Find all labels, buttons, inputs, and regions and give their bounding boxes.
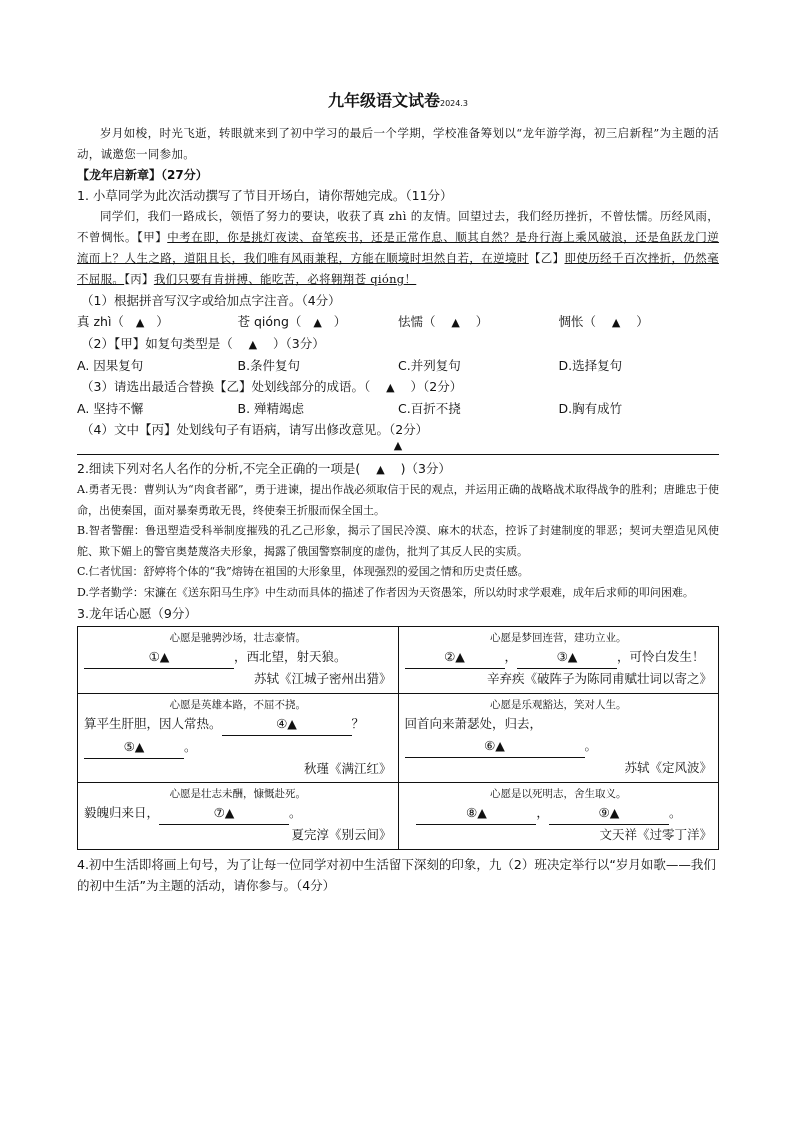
verse-text: ，可怜白发生！ (617, 649, 705, 664)
passage-part-underlined: 即使历经千百次挫折，仍然毫不屈服。 (77, 251, 719, 286)
blank-6[interactable]: ⑥▲ (405, 735, 585, 758)
item-text: 2.细读下列对名人名作的分析,不完全正确的一项是( (77, 461, 361, 476)
option-b[interactable]: B. 殚精竭虑 (237, 401, 305, 416)
exam-date: 2024.3 (440, 99, 468, 108)
cell-intro: 心愿是梦回连营，建功立业。 (490, 632, 627, 644)
option-d[interactable]: D.胸有成竹 (558, 401, 623, 416)
poem-source: 夏完淳《别云间》 (291, 827, 392, 842)
title-text: 九年级语文试卷 (327, 91, 440, 110)
option-a[interactable]: A. 因果复句 (77, 358, 144, 373)
verse-text: ？ (351, 716, 365, 731)
answer-marker: ▲ (393, 439, 403, 452)
poem-cell (78, 627, 399, 694)
section-heading: 【龙年启新章】（27分） (77, 168, 208, 182)
verse-text: 。 (668, 805, 682, 820)
marker-bing: 【丙】 (124, 272, 154, 286)
item-text: 怯懦（ (398, 314, 436, 329)
item-text: （2）【甲】如复句类型是（ (81, 336, 233, 351)
item-text: ） (636, 314, 649, 329)
poem-source: 文天祥《过零丁洋》 (599, 827, 712, 842)
question-2-option-a[interactable]: A.勇者无畏：曹刿认为“肉食者鄙”，勇于进谏，提出作战必须取信于民的观点，并运用正确的战略战术取得战争的胜利；唐雎忠于使命，出使秦国，面对暴秦勇敢无畏，终使秦王折服而保全国土。 (77, 483, 719, 517)
poem-cell (398, 694, 719, 783)
item-text: 真 zhì（ (77, 314, 124, 329)
verse-text: 回首向来萧瑟处，归去， (404, 716, 543, 731)
poem-source: 辛弃疾《破阵子为陈同甫赋壮词以寄之》 (486, 671, 712, 686)
item-text: （3）请选出最适合替换【乙】处划线部分的成语。（ (81, 379, 371, 394)
poem-cell (398, 783, 719, 850)
poem-cell: 心愿是梦回连营，建功立业。 ②▲ ， ③▲ ，可怜白发生！ 辛弃疾《破阵子为陈同甫赋壮词以寄之》 (398, 627, 719, 694)
option-a[interactable]: A. 坚持不懈 (77, 401, 144, 416)
blank-8[interactable]: ⑧▲ (416, 802, 536, 825)
cell-intro: 心愿是乐观豁达，笑对人生。 (490, 699, 627, 711)
blank-4[interactable]: ④▲ (222, 713, 352, 736)
blank-9[interactable]: ⑨▲ (549, 802, 669, 825)
item-text: ） (156, 314, 169, 329)
verse-text: 。 (584, 738, 598, 753)
blank-1[interactable]: ①▲ (84, 646, 234, 669)
question-3-stem: 3.龙年话心愿（9分） (77, 606, 197, 621)
question-1-sub4: （4）文中【丙】处划线句子有语病，请写出修改意见。（2分） (81, 422, 429, 437)
cell-intro: 心愿是驰骋沙场，壮志豪情。 (169, 632, 306, 644)
cell-intro: 心愿是英雄本路，不屈不挠。 (169, 699, 306, 711)
answer-line[interactable] (77, 440, 719, 455)
verse-text: 。 (289, 805, 302, 820)
poem-cell (78, 694, 399, 783)
passage-part-underlined: 我们只要有肯拼搏、能吃苦，必将翱翔苍 qióng！ (153, 272, 417, 286)
verse-text: 毅魄归来日， (84, 805, 160, 820)
sub2-options (77, 355, 719, 376)
cell-intro: 心愿是以死明志，舍生取义。 (490, 788, 627, 800)
blank-3[interactable]: ③▲ (517, 646, 617, 669)
verse-text: ， (536, 805, 549, 820)
pinyin-item[interactable] (398, 311, 559, 333)
poem-source: 苏轼《定风波》 (624, 760, 712, 775)
item-text: 苍 qióng（ (237, 314, 302, 329)
question-1-sub3[interactable] (77, 376, 719, 398)
item-text: ） (333, 314, 347, 329)
exam-page (77, 88, 719, 896)
option-c[interactable]: C.并列复句 (398, 358, 461, 373)
option-b[interactable]: B.条件复句 (237, 358, 301, 373)
question-2-stem[interactable] (77, 458, 719, 480)
pinyin-item[interactable] (77, 311, 238, 333)
item-text: ） (475, 314, 489, 329)
poem-source: 苏轼《江城子密州出猎》 (253, 671, 392, 686)
answer-marker: ▲ (135, 316, 145, 329)
answer-marker: ▲ (451, 316, 460, 329)
pinyin-item[interactable] (238, 311, 399, 333)
question-2-option-c[interactable]: C.仁者忧国：舒婷将个体的“我”熔铸在祖国的大形象里，体现强烈的爱国之情和历史责任感。 (77, 565, 529, 578)
blank-5[interactable]: ⑤▲ (84, 736, 184, 759)
verse-text: 算平生肝胆，因人常热。 (84, 716, 222, 731)
item-text: ）（3分） (273, 336, 325, 351)
poem-table (77, 626, 719, 850)
answer-marker: ▲ (611, 316, 621, 329)
verse-text: 。 (184, 739, 197, 754)
answer-marker: ▲ (376, 463, 385, 476)
question-4-stem: 4.初中生活即将画上句号，为了让每一位同学对初中生活留下深刻的印象，九（2）班决定举行以“岁月如歌——我们的初中生活”为主题的活动，请你参与。（4分） (77, 857, 716, 893)
page-title (77, 88, 719, 111)
answer-marker: ▲ (248, 338, 258, 351)
pinyin-item[interactable] (559, 311, 720, 333)
question-2-option-d[interactable]: D.学者勤学：宋濂在《送东阳马生序》中生动而具体的描述了作者因为天资愚笨，所以幼时求学艰难，成年后求师的叩问困难。 (77, 585, 694, 599)
option-d[interactable]: D.选择复句 (558, 358, 623, 373)
question-1-stem: 1. 小草同学为此次活动撰写了节目开场白，请你帮她完成。（11分） (77, 188, 453, 203)
question-2-option-b[interactable]: B.智者警醒：鲁迅塑造受科举制度摧残的孔乙己形象，揭示了国民冷漠、麻木的状态，控诉了封建制度的罪恶；契诃夫塑造见风使舵、欺下媚上的警官奥楚蔑洛夫形象，揭露了俄国警察制度的虚伪，批判了其反人民的实质。 (77, 524, 719, 558)
option-c[interactable]: C.百折不挠 (398, 401, 461, 416)
answer-marker: ▲ (386, 381, 395, 394)
blank-7[interactable]: ⑦▲ (159, 802, 289, 825)
intro-paragraph: 岁月如梭，时光飞逝，转眼就来到了初中学习的最后一个学期，学校准备筹划以“龙年游学海，初三启新程”为主题的活动，诚邀您一同参加。 (77, 126, 719, 161)
pinyin-items (77, 311, 719, 333)
item-text: )（3分） (400, 461, 451, 476)
answer-marker: ▲ (313, 316, 322, 329)
marker-jia: 【甲】 (137, 230, 168, 244)
cell-intro: 心愿是壮志未酬，慷慨赴死。 (169, 788, 306, 800)
blank-2[interactable]: ②▲ (405, 646, 505, 669)
marker-yi: 【乙】 (528, 251, 565, 265)
question-1-passage (77, 206, 719, 290)
item-text: ）（2分） (410, 379, 463, 394)
item-text: 惆怅（ (558, 314, 597, 329)
question-1-sub2[interactable] (77, 333, 719, 355)
sub3-options (77, 398, 719, 419)
passage-part: 同学们，我们一路成长，领悟了努力的要诀，收获了真 zhì 的友情。回望过去，我们经历挫折，不曾怯懦。历经风雨，不曾惆怅。 (77, 209, 719, 244)
poem-cell (78, 783, 399, 850)
poem-source: 秋瑾《满江红》 (303, 761, 392, 776)
passage-part-underlined: 中考在即，你是挑灯夜读、奋笔疾书，还是正常作息、顺其自然？是舟行海上乘风破浪，还是鱼跃龙门逆流而上？人生之路，道阻且长，我们唯有风雨兼程，方能在顺境时坦然自若，在逆境时 (77, 230, 719, 265)
question-1-sub1: （1）根据拼音写汉字或给加点字注音。（4分） (81, 293, 341, 308)
verse-text: ，西北望，射天狼。 (234, 649, 347, 664)
